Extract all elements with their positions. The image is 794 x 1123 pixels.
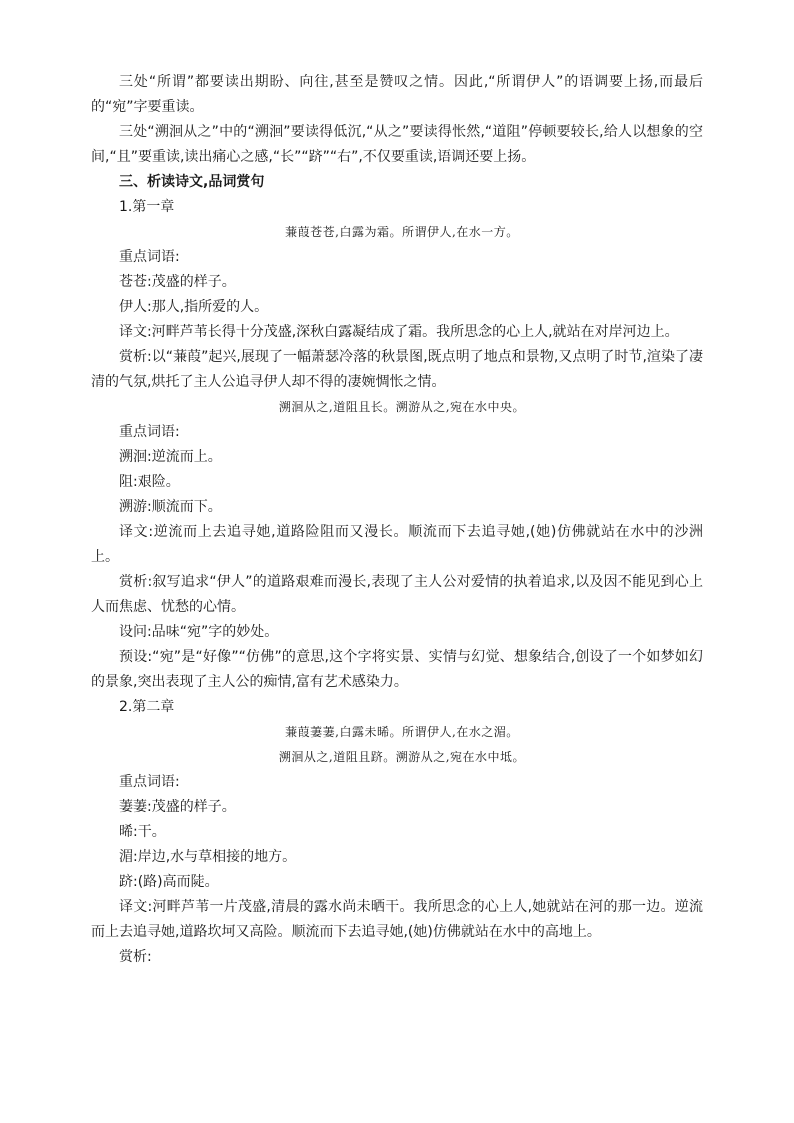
word-gloss: 溯洄:逆流而上。 (119, 449, 222, 465)
chapter-2-poem-line-1: 蒹葭萋萋,白露未晞。所谓伊人,在水之湄。 (285, 725, 519, 739)
paragraph-reading-guide-1: 三处“所谓”都要读出期盼、向往,甚至是赞叹之情。因此,“所谓伊人”的语调要上扬,而最后的“宛”字要重读。 (91, 74, 703, 115)
word-gloss: 溯游:顺流而下。 (119, 499, 222, 515)
word-gloss: 伊人:那人,指所爱的人。 (119, 299, 269, 315)
document-body (91, 70, 703, 970)
chapter-1-poem-line-2: 溯洄从之,道阻且长。溯游从之,宛在水中央。 (278, 400, 526, 414)
chapter-2-poem-line-2: 溯洄从之,道阻且跻。溯游从之,宛在水中坻。 (278, 750, 526, 764)
chapter-1-poem-line-1: 蒹葭苍苍,白露为霜。所谓伊人,在水一方。 (285, 225, 519, 239)
chapter-1-heading: 1.第一章 (119, 199, 175, 215)
word-gloss: 湄:岸边,水与草相接的地方。 (119, 849, 297, 865)
key-words-label: 重点词语: (119, 774, 180, 790)
word-gloss: 跻:(路)高而陡。 (119, 874, 219, 890)
key-words-label: 重点词语: (119, 249, 180, 265)
key-words-label: 重点词语: (119, 424, 180, 440)
translation-paragraph: 译文:河畔芦苇长得十分茂盛,深秋白露凝结成了霜。我所思念的心上人,就站在对岸河边上。 (119, 324, 679, 340)
paragraph-reading-guide-2: 三处“溯洄从之”中的“溯洄”要读得低沉,“从之”要读得怅然,“道阻”停顿要较长,给人以想象的空间,“且”要重读,读出痛心之感,“长”“跻”“右”,不仅要重读,语调还要上扬。 (91, 124, 703, 165)
word-gloss: 晞:干。 (119, 824, 166, 840)
appreciation-paragraph: 赏析:以“蒹葭”起兴,展现了一幅萧瑟冷落的秋景图,既点明了地点和景物,又点明了时节,渲染了凄清的气氛,烘托了主人公追寻伊人却不得的凄婉惆怅之情。 (91, 349, 703, 390)
question-paragraph: 设问:品味“宛”字的妙处。 (119, 624, 279, 640)
word-gloss: 阻:艰险。 (119, 474, 180, 490)
word-gloss: 苍苍:茂盛的样子。 (119, 274, 236, 290)
answer-paragraph: 预设:“宛”是“好像”“仿佛”的意思,这个字将实景、实情与幻觉、想象结合,创设了一个如梦如幻的景象,突出表现了主人公的痴情,富有艺术感染力。 (91, 649, 703, 690)
appreciation-paragraph: 赏析: (119, 949, 152, 965)
translation-paragraph: 译文:逆流而上去追寻她,道路险阻而又漫长。顺流而下去追寻她,(她)仿佛就站在水中的沙洲上。 (91, 524, 703, 565)
word-gloss: 萋萋:茂盛的样子。 (119, 799, 236, 815)
chapter-2-heading: 2.第二章 (119, 699, 175, 715)
section-heading: 三、析读诗文,品词赏句 (119, 174, 265, 190)
translation-paragraph: 译文:河畔芦苇一片茂盛,清晨的露水尚未晒干。我所思念的心上人,她就站在河的那一边。逆流而上去追寻她,道路坎坷又高险。顺流而下去追寻她,(她)仿佛就站在水中的高地上。 (91, 899, 703, 940)
appreciation-paragraph: 赏析:叙写追求“伊人”的道路艰难而漫长,表现了主人公对爱情的执着追求,以及因不能见到心上人而焦虑、忧愁的心情。 (91, 574, 703, 615)
